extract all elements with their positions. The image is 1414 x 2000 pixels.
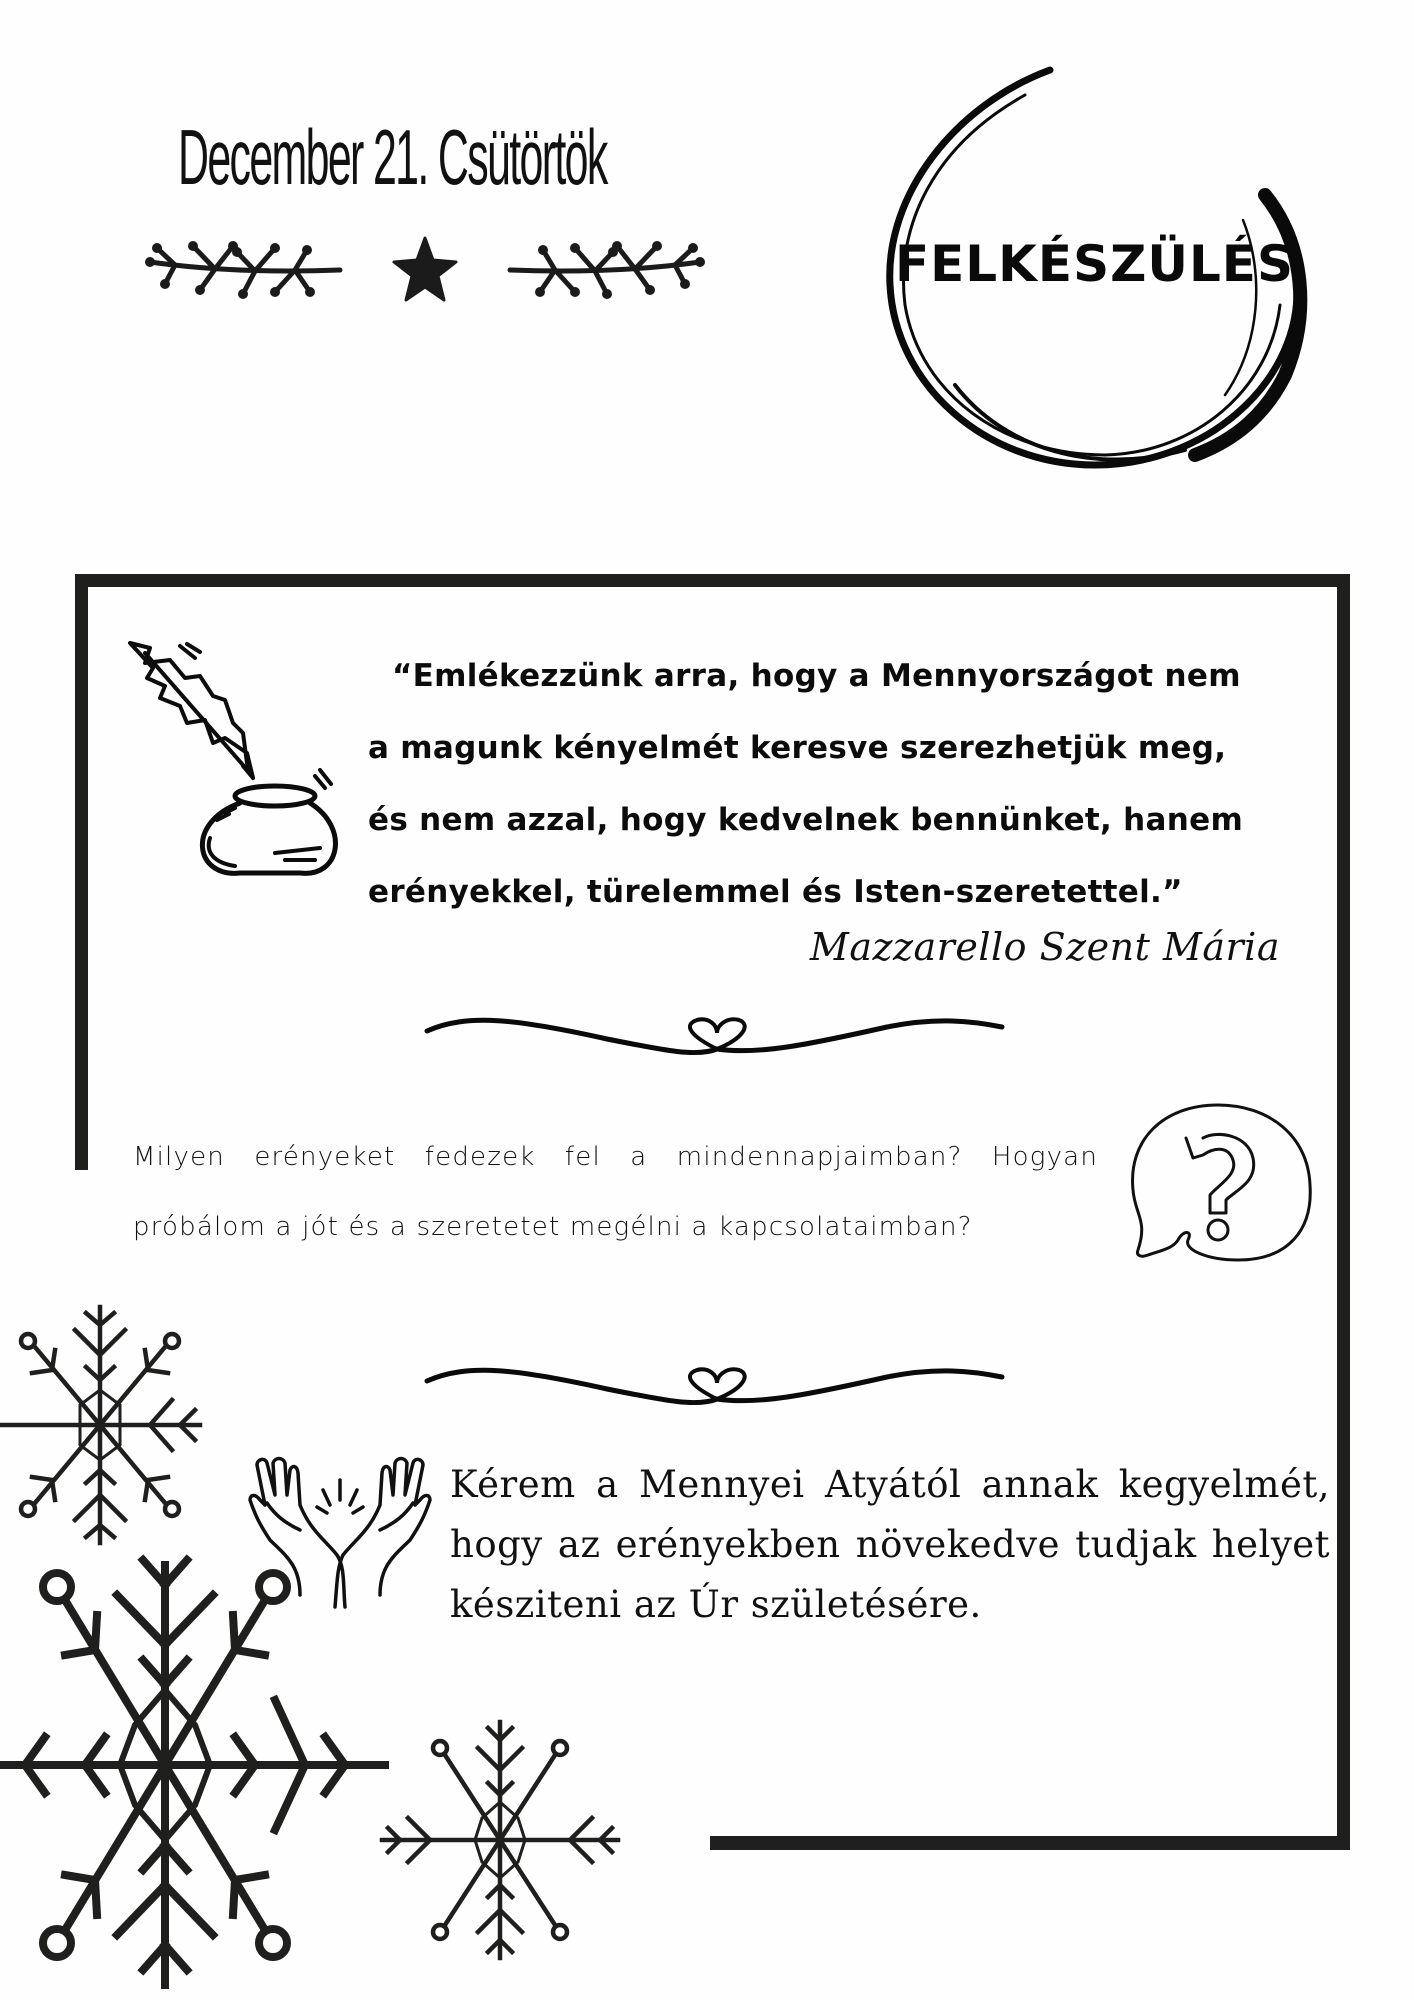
heart-divider-icon (427, 1015, 1002, 1065)
badge-label: FELKÉSZÜLÉS (895, 235, 1294, 293)
quote-line: erényekkel, türelemmel és Isten-szeretettel.” (368, 874, 1183, 910)
reflection-question: Milyen erényeket fedezek fel a mindennapjaimban? Hogyan próbálom a jót és a szeretetet megélni a kapcsolataimban? (133, 1142, 1098, 1242)
quote-author: Mazzarello Szent Mária (809, 925, 1280, 969)
snowflake-icon (380, 1720, 620, 1960)
quote-block (368, 640, 1280, 928)
prayer-text: Kérem a Mennyei Atyától annak kegyelmét, hogy az erényekben növekedve tudjak helyet késziteni az Úr születésére. (450, 1463, 1330, 1626)
question-bubble-icon (1118, 1090, 1318, 1280)
quote-line: a magunk kényelmét keresve szerezhetjük meg, (368, 730, 1227, 766)
frame-right (1337, 574, 1350, 1850)
page-title: December 21. Csütörtök (178, 113, 607, 201)
quote-line: és nem azzal, hogy kedvelnek bennünket, hanem (368, 802, 1244, 838)
quote-line: “Emlékezzünk arra, hogy a Mennyországot nem (392, 658, 1241, 694)
quill-inkpot-icon (125, 638, 345, 888)
frame-bottom (710, 1836, 1350, 1850)
star-icon (392, 236, 458, 302)
frame-left (75, 574, 88, 1170)
branch-icon (145, 232, 345, 302)
frame-top (75, 574, 1350, 587)
heart-divider-icon (427, 1365, 1002, 1415)
snowflake-icon (0, 1560, 390, 2000)
branch-icon (505, 232, 705, 302)
snowflake-icon (0, 1300, 200, 1550)
